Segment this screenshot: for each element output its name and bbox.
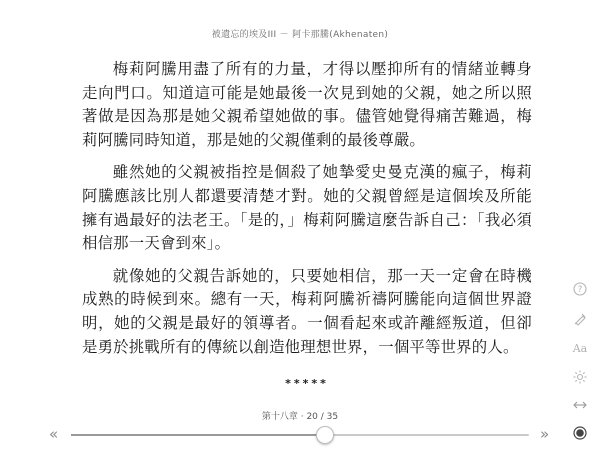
paragraph: 梅莉阿騰用盡了所有的力量，才得以壓抑所有的情緒並轉身走向門口。知道這可能是她最後一次見到她的父親，她之所以照著做是因為那是她父親希望她做的事。儘管她覺得痛苦難過，梅莉阿騰同時知道，那是她的父親僅剩的最後尊嚴。 bbox=[82, 60, 532, 149]
highlighter-icon[interactable] bbox=[571, 310, 589, 328]
section-separator: ***** bbox=[285, 377, 329, 391]
page-width-icon[interactable] bbox=[571, 396, 589, 414]
paragraph: 雖然她的父親被指控是個殺了她摯愛史曼克漢的瘋子，梅莉阿騰應該比別人都還要清楚才對。她的父親曾經是這個埃及所能擁有過最好的法老王。「是的，」梅莉阿騰這麼告訴自己：「我必須相信那一天會到來」。 bbox=[82, 163, 532, 253]
reading-content bbox=[82, 58, 532, 390]
paragraph: 就像她的父親告訴她的，只要她相信，那一天一定會在時機成熟的時候到來。總有一天，梅莉阿騰祈禱阿騰能向這個世界證明，她的父親是最好的領導者。一個看起來或許離經叛道，但卻是勇於挑戰所有的傳統以創造他理想世界，一個平等世界的人。 bbox=[82, 266, 532, 356]
brightness-icon[interactable] bbox=[571, 368, 589, 386]
progress-fill bbox=[71, 434, 325, 436]
progress-slider-thumb[interactable] bbox=[316, 426, 334, 444]
chapter-page-indicator: 第十八章 · 20 / 35 bbox=[261, 412, 339, 422]
theme-toggle-icon[interactable] bbox=[571, 424, 589, 442]
font-settings-icon[interactable]: Aa bbox=[572, 341, 588, 355]
book-title-header: 被遺忘的埃及III － 阿卡那騰(Akhenaten) bbox=[211, 30, 389, 40]
reading-progress-slider[interactable] bbox=[71, 434, 529, 436]
help-icon[interactable] bbox=[571, 280, 589, 298]
previous-chapter-button[interactable]: « bbox=[49, 425, 59, 443]
next-chapter-button[interactable]: » bbox=[540, 425, 550, 443]
svg-text:?: ? bbox=[577, 285, 583, 296]
